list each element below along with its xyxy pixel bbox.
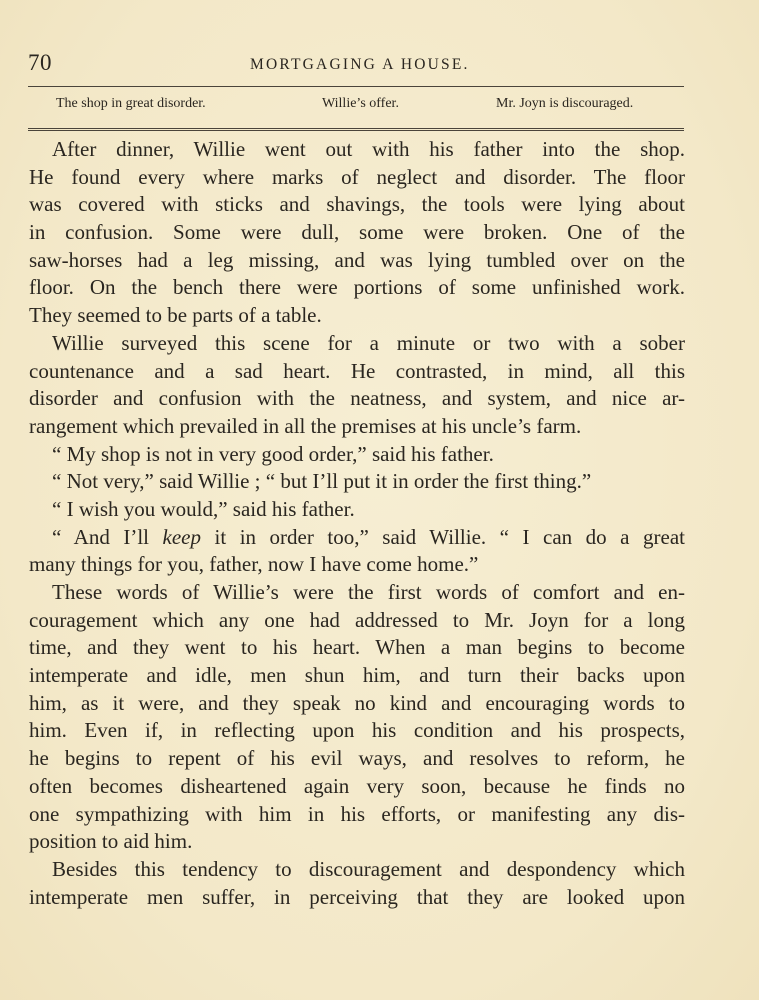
header-rule-bottom: [28, 128, 684, 129]
text-line: Besides this tendency to discouragement and despondency which: [52, 856, 685, 881]
text-line: “ Not very,” said Willie ; “ but I’ll put it in order the first thing.”: [52, 469, 592, 494]
text-line: rangement which prevailed in all the premises at his uncle’s farm.: [29, 413, 582, 438]
summary-item: Willie’s offer.: [322, 96, 399, 111]
text-line: him. Even if, in reflecting upon his condition and his prospects,: [29, 718, 685, 743]
text-line: intemperate men suffer, in perceiving that they are looked upon: [29, 884, 685, 909]
text-line: one sympathizing with him in his efforts, or manifesting any dis-: [29, 801, 685, 826]
running-head: [28, 50, 688, 80]
body-text: [29, 136, 685, 911]
text-line: in confusion. Some were dull, some were broken. One of the: [29, 220, 685, 245]
text-line: position to aid him.: [29, 829, 193, 854]
text-line: him, as it were, and they speak no kind and encouraging words to: [29, 690, 685, 715]
text-line: He found every where marks of neglect and disorder. The floor: [29, 164, 685, 189]
text-line: They seemed to be parts of a table.: [29, 303, 322, 328]
text-line: countenance and a sad heart. He contrasted, in mind, all this: [29, 358, 685, 383]
text-line: was covered with sticks and shavings, the tools were lying about: [29, 192, 685, 217]
text-line: intemperate and idle, men shun him, and turn their backs upon: [29, 663, 685, 688]
text-line: couragement which any one had addressed to Mr. Joyn for a long: [29, 607, 685, 632]
text-line: many things for you, father, now I have come home.”: [29, 552, 479, 577]
summary-item: Mr. Joyn is discouraged.: [496, 96, 634, 111]
text-line: “ I wish you would,” said his father.: [52, 496, 355, 521]
text-line: These words of Willie’s were the first words of comfort and en-: [52, 580, 685, 604]
header-rule-bottom-double: [28, 130, 684, 131]
text-line: After dinner, Willie went out with his father into the shop.: [52, 137, 685, 161]
header-rule-top: [28, 86, 684, 87]
text-line: “ My shop is not in very good order,” said his father.: [52, 441, 494, 466]
text-line: floor. On the bench there were portions of some unfinished work.: [29, 275, 685, 300]
chapter-summary: [28, 96, 684, 118]
running-title: MORTGAGING A HOUSE.: [250, 56, 470, 73]
text-line: disorder and confusion with the neatness, and system, and nice ar-: [29, 386, 685, 411]
page-number: 70: [28, 50, 52, 75]
emphasized-word: keep: [162, 524, 201, 549]
text-line: often becomes disheartened again very soon, because he finds no: [29, 773, 685, 798]
text-line: time, and they went to his heart. When a man begins to become: [29, 635, 685, 660]
text-line: he begins to repent of his evil ways, and resolves to reform, he: [29, 746, 685, 771]
text-line: “ And I’ll keep it in order too,” said Willie. “ I can do a great: [52, 524, 685, 549]
text-line: saw-horses had a leg missing, and was lying tumbled over on the: [29, 247, 685, 272]
text-line: Willie surveyed this scene for a minute or two with a sober: [52, 330, 685, 355]
summary-item: The shop in great disorder.: [56, 96, 206, 111]
